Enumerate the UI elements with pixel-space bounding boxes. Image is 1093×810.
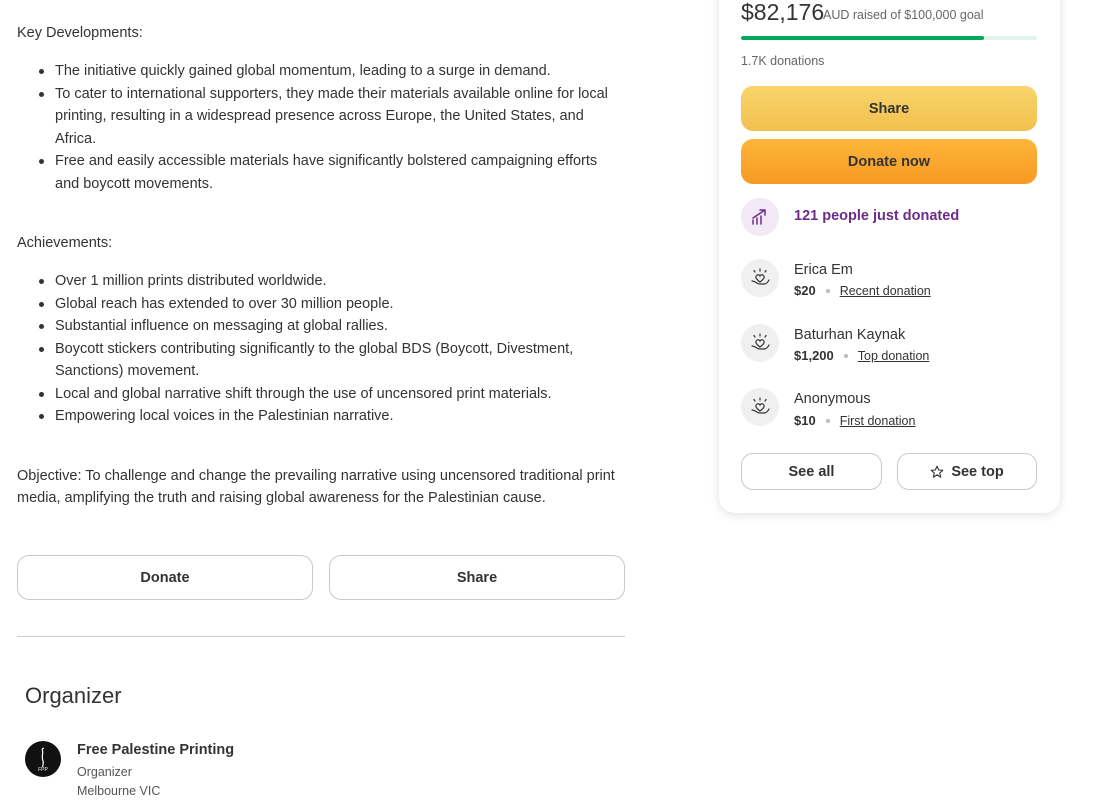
- progress-bar: [741, 36, 1037, 40]
- amount-raised: $82,176: [741, 0, 825, 25]
- see-top-button[interactable]: [897, 453, 1037, 490]
- donate-button[interactable]: Donate: [17, 555, 313, 600]
- heart-hand-icon: [741, 388, 779, 426]
- donor-name: Anonymous: [794, 391, 871, 407]
- progress-fill: [741, 36, 984, 40]
- donation-tag-link[interactable]: Recent donation: [839, 283, 931, 298]
- achievements-list: [39, 270, 619, 428]
- star-icon: [930, 465, 944, 479]
- organizer-name[interactable]: Free Palestine Printing: [77, 742, 235, 758]
- trending-up-icon: [741, 198, 779, 236]
- goal-text: AUD raised of $100,000 goal: [823, 8, 984, 22]
- separator-dot: [826, 289, 830, 293]
- separator-dot: [826, 419, 830, 423]
- list-item: Empowering local voices in the Palestinian narrative.: [39, 405, 619, 428]
- donate-now-button[interactable]: Donate now: [741, 139, 1037, 184]
- heart-hand-icon: [741, 259, 779, 297]
- achievements-title: Achievements:: [17, 235, 113, 251]
- donation-tag-link[interactable]: Top donation: [857, 348, 930, 363]
- organizer-heading: Organizer: [25, 683, 122, 708]
- organizer-avatar[interactable]: [25, 741, 61, 777]
- share-button[interactable]: Share: [329, 555, 625, 600]
- donation-card: [719, 0, 1060, 513]
- organizer-location: Melbourne VIC: [77, 784, 161, 798]
- divider: [17, 636, 625, 637]
- donation-amount: $20: [794, 283, 816, 298]
- list-item: The initiative quickly gained global momentum, leading to a surge in demand.: [39, 60, 619, 83]
- list-item: Free and easily accessible materials have significantly bolstered campaigning efforts and boycott movements.: [39, 150, 619, 195]
- donation-tag-link[interactable]: First donation: [839, 413, 916, 428]
- donation-meta: [794, 413, 915, 428]
- recent-donors-count: 121 people just donated: [794, 208, 960, 224]
- story-actions: [17, 555, 625, 600]
- donation-count: 1.7K donations: [741, 54, 825, 68]
- donor-name: Baturhan Kaynak: [794, 327, 906, 343]
- list-item: Global reach has extended to over 30 million people.: [39, 293, 619, 316]
- donation-meta: [794, 348, 929, 363]
- list-item: Over 1 million prints distributed worldwide.: [39, 270, 619, 293]
- share-main-button[interactable]: Share: [741, 86, 1037, 131]
- donation-meta: [794, 283, 931, 298]
- key-developments-title: Key Developments:: [17, 25, 143, 41]
- key-developments-list: [39, 60, 619, 195]
- donor-name: Erica Em: [794, 262, 853, 278]
- list-item: Substantial influence on messaging at global rallies.: [39, 315, 619, 338]
- donation-amount: $1,200: [794, 348, 834, 363]
- heart-hand-icon: [741, 324, 779, 362]
- organizer-role: Organizer: [77, 765, 132, 779]
- list-item: Local and global narrative shift through the use of uncensored print materials.: [39, 383, 619, 406]
- objective-text: Objective: To challenge and change the prevailing narrative using uncensored traditional print media, amplifying the truth and raising global awareness for the Palestinian cause.: [17, 468, 615, 506]
- organizer-logo-text: FPP: [38, 767, 48, 773]
- donation-amount: $10: [794, 413, 816, 428]
- see-top-label: See top: [951, 463, 1004, 480]
- see-all-button[interactable]: See all: [741, 453, 882, 490]
- list-item: Boycott stickers contributing significantly to the global BDS (Boycott, Divestment, Sanctions) movement.: [39, 338, 619, 383]
- organizer-logo: [25, 741, 61, 777]
- list-item: To cater to international supporters, they made their materials available online for local printing, resulting in a widespread presence across Europe, the United States, and Africa.: [39, 83, 619, 151]
- separator-dot: [844, 354, 848, 358]
